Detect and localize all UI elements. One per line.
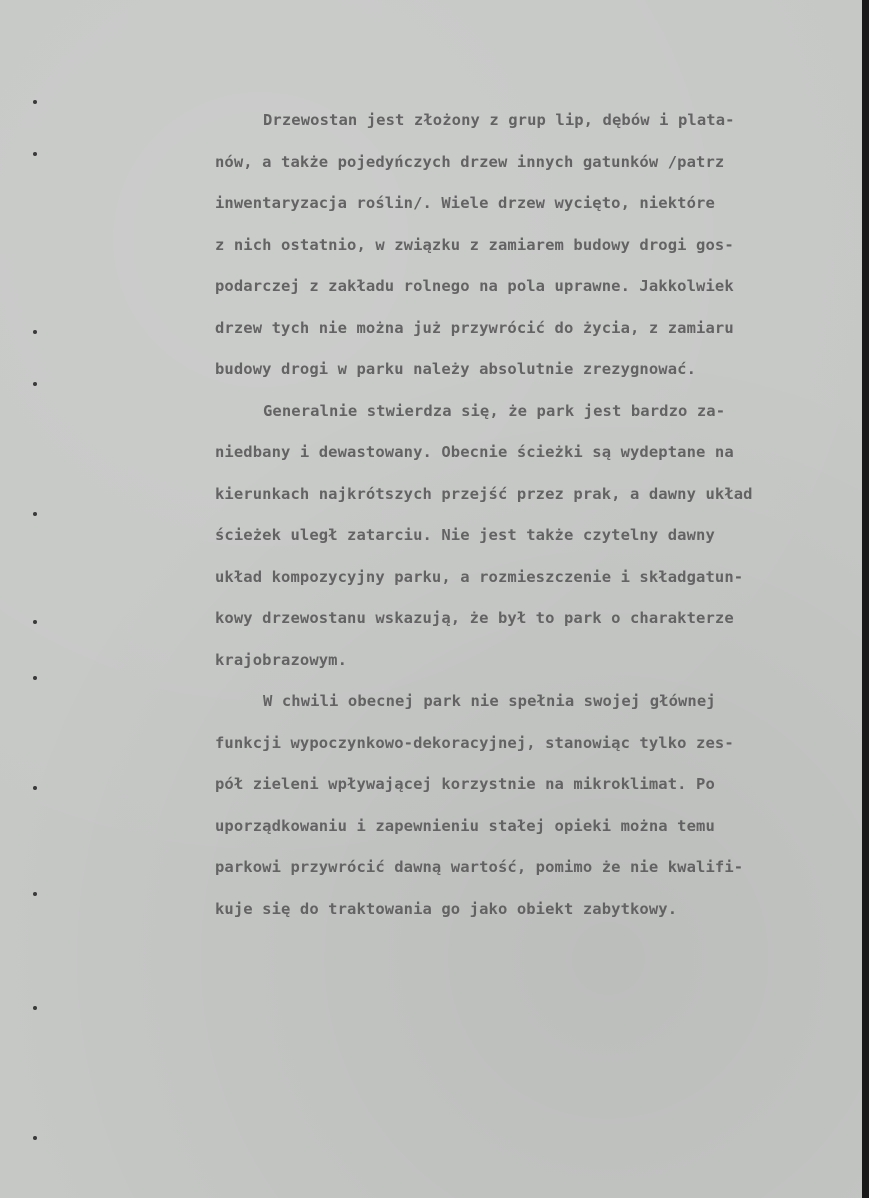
punch-hole-mark bbox=[33, 676, 37, 680]
punch-hole-mark bbox=[33, 100, 37, 104]
punch-hole-mark bbox=[33, 1006, 37, 1010]
text-line: W chwili obecnej park nie spełnia swojej głównej bbox=[263, 692, 716, 710]
punch-hole-mark bbox=[33, 1136, 37, 1140]
text-line: Drzewostan jest złożony z grup lip, dębów i plata- bbox=[263, 111, 735, 129]
scan-edge bbox=[862, 0, 869, 1198]
typed-text-block bbox=[215, 100, 805, 930]
text-line: układ kompozycyjny parku, a rozmieszczenie i składgatun- bbox=[215, 567, 744, 586]
text-line: podarczej z zakładu rolnego na pola uprawne. Jakkolwiek bbox=[215, 277, 734, 295]
text-line: parkowi przywrócić dawną wartość, pomimo że nie kwalifi- bbox=[215, 858, 744, 876]
punch-hole-mark bbox=[33, 512, 37, 516]
text-line: ścieżek uległ zatarciu. Nie jest także czytelny dawny bbox=[215, 526, 715, 544]
text-line: funkcji wypoczynkowo-dekoracyjnej, stanowiąc tylko zes- bbox=[215, 733, 734, 752]
text-line: budowy drogi w parku należy absolutnie zrezygnować. bbox=[215, 360, 697, 378]
text-line: z nich ostatnio, w związku z zamiarem budowy drogi gos- bbox=[215, 235, 734, 254]
text-line: kierunkach najkrótszych przejść przez prak, a dawny układ bbox=[215, 484, 753, 503]
text-line: niedbany i dewastowany. Obecnie ścieżki są wydeptane na bbox=[215, 443, 734, 461]
text-line: kowy drzewostanu wskazują, że był to park o charakterze bbox=[215, 609, 734, 627]
paragraph-1 bbox=[215, 100, 805, 391]
text-line: drzew tych nie można już przywrócić do życia, z zamiaru bbox=[215, 318, 734, 337]
punch-hole-mark bbox=[33, 330, 37, 334]
punch-hole-mark bbox=[33, 620, 37, 624]
text-line: uporządkowaniu i zapewnieniu stałej opieki można temu bbox=[215, 816, 715, 835]
punch-hole-mark bbox=[33, 786, 37, 790]
text-line: inwentaryzacja roślin/. Wiele drzew wycięto, niektóre bbox=[215, 194, 715, 212]
text-line: Generalnie stwierdza się, że park jest bardzo za- bbox=[263, 401, 726, 420]
punch-hole-mark bbox=[33, 382, 37, 386]
text-line: pół zieleni wpływającej korzystnie na mikroklimat. Po bbox=[215, 775, 715, 793]
paragraph-3 bbox=[215, 681, 805, 930]
text-line: nów, a także pojedyńczych drzew innych gatunków /patrz bbox=[215, 152, 725, 171]
text-line: krajobrazowym. bbox=[215, 650, 348, 669]
punch-hole-mark bbox=[33, 152, 37, 156]
paragraph-2 bbox=[215, 391, 805, 682]
punch-hole-mark bbox=[33, 892, 37, 896]
text-line: kuje się do traktowania go jako obiekt zabytkowy. bbox=[215, 899, 678, 918]
